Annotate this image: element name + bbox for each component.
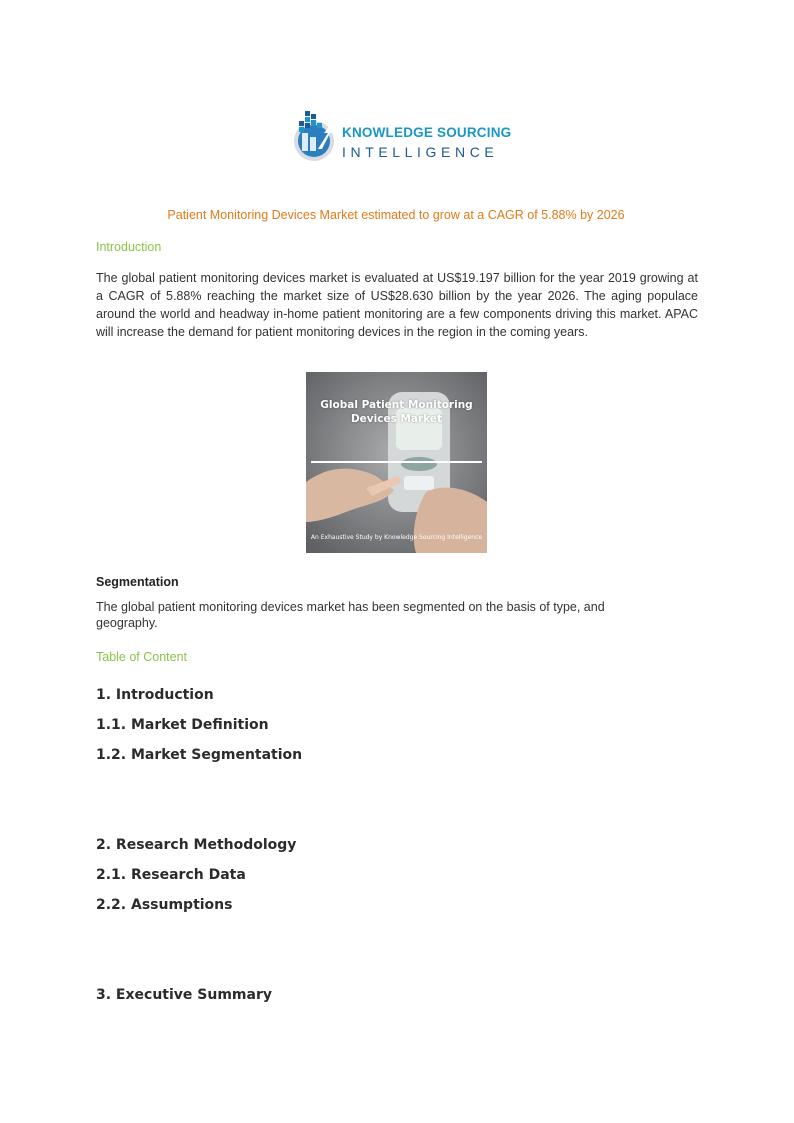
toc-item: 2.2. Assumptions [96,897,233,913]
toc-item: 1. Introduction [96,687,214,703]
cover-subtitle: An Exhaustive Study by Knowledge Sourcing Intelligence [310,534,483,541]
cover-image [306,372,487,553]
toc-heading: Table of Content [96,650,188,664]
introduction-heading: Introduction [96,240,162,254]
company-logo [290,103,510,167]
segmentation-paragraph: The global patient monitoring devices market has been segmented on the basis of type, and geography. [96,600,605,630]
logo-line-1: KNOWLEDGE SOURCING [342,125,512,140]
toc-item: 3. Executive Summary [96,987,272,1003]
segmentation-heading: Segmentation [96,575,179,589]
document-title: Patient Monitoring Devices Market estimated to grow at a CAGR of 5.88% by 2026 [167,208,625,222]
toc-item: 1.2. Market Segmentation [96,747,303,763]
logo-mark-icon [290,103,340,167]
cover-divider [311,461,482,463]
toc-item: 2. Research Methodology [96,837,297,853]
cover-title: Global Patient Monitoring Devices Market [320,399,473,425]
toc-item: 1.1. Market Definition [96,717,269,733]
introduction-paragraph: The global patient monitoring devices market is evaluated at US$19.197 billion for the year 2019 growing at a CAGR of 5.88% reaching the market size of US$28.630 billion by the year 2026. The aging populace around the world and headway in-home patient monitoring are a few components driving this market. APAC will increase the demand for patient monitoring devices in the region in the coming years. [96,271,698,339]
logo-line-2: INTELLIGENCE [342,144,499,160]
toc-item: 2.1. Research Data [96,867,246,883]
